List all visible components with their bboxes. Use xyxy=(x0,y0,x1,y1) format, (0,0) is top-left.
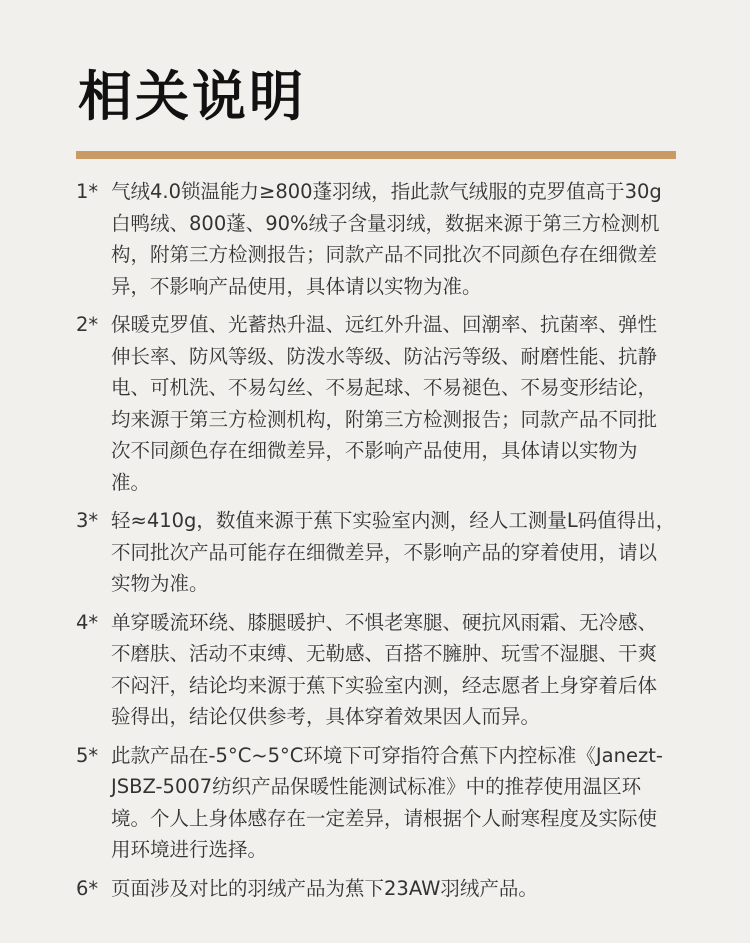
note-item xyxy=(76,873,676,905)
note-text: 单穿暖流环绕、膝腿暖护、不惧老寒腿、硬抗风雨霜、无冷感、不磨肤、活动不束缚、无勒感、百搭不臃肿、玩雪不湿腿、干爽不闷汗，结论均来源于蕉下实验室内测，经志愿者上身穿着后体验得出，结论仅供参考，具体穿着效果因人而异。 xyxy=(111,610,658,728)
note-item xyxy=(76,740,676,866)
note-marker: 1* xyxy=(76,180,99,203)
note-marker: 2* xyxy=(76,313,99,336)
page-title: 相关说明 xyxy=(78,65,306,128)
note-text: 此款产品在-5°C~5°C环境下可穿指符合蕉下内控标准《Janezt-JSBZ-5007纺织产品保暖性能测试标准》中的推荐使用温区环境。个人上身体感存在一定差异，请根据个人耐寒程度及实际使用环境进行选择。 xyxy=(111,743,663,861)
note-text: 气绒4.0锁温能力≥800蓬羽绒，指此款气绒服的克罗值高于30g白鸭绒、800蓬、90%绒子含量羽绒，数据来源于第三方检测机构，附第三方检测报告；同款产品不同批次不同颜色存在细微差异，不影响产品使用，具体请以实物为准。 xyxy=(111,180,662,298)
notes-list xyxy=(76,176,676,911)
note-text: 轻≈410g，数值来源于蕉下实验室内测，经人工测量L码值得出，不同批次产品可能存在细微差异，不影响产品的穿着使用，请以实物为准。 xyxy=(111,509,676,595)
note-text: 页面涉及对比的羽绒产品为蕉下23AW羽绒产品。 xyxy=(111,876,538,900)
note-item xyxy=(76,176,676,302)
note-text: 保暖克罗值、光蓄热升温、远红外升温、回潮率、抗菌率、弹性伸长率、防风等级、防泼水等级、防沾污等级、耐磨性能、抗静电、可机洗、不易勾丝、不易起球、不易褪色、不易变形结论，均来源于第三方检测机构，附第三方检测报告；同款产品不同批次不同颜色存在细微差异，不影响产品使用，具体请以实物为准。 xyxy=(111,313,658,494)
title-divider xyxy=(76,151,676,159)
title-divider-bar xyxy=(76,151,676,159)
note-item xyxy=(76,505,676,600)
note-marker: 3* xyxy=(76,509,99,532)
note-marker: 6* xyxy=(76,876,99,900)
note-marker: 5* xyxy=(76,743,99,767)
note-marker: 4* xyxy=(76,610,99,634)
note-item xyxy=(76,607,676,733)
note-item xyxy=(76,309,676,498)
